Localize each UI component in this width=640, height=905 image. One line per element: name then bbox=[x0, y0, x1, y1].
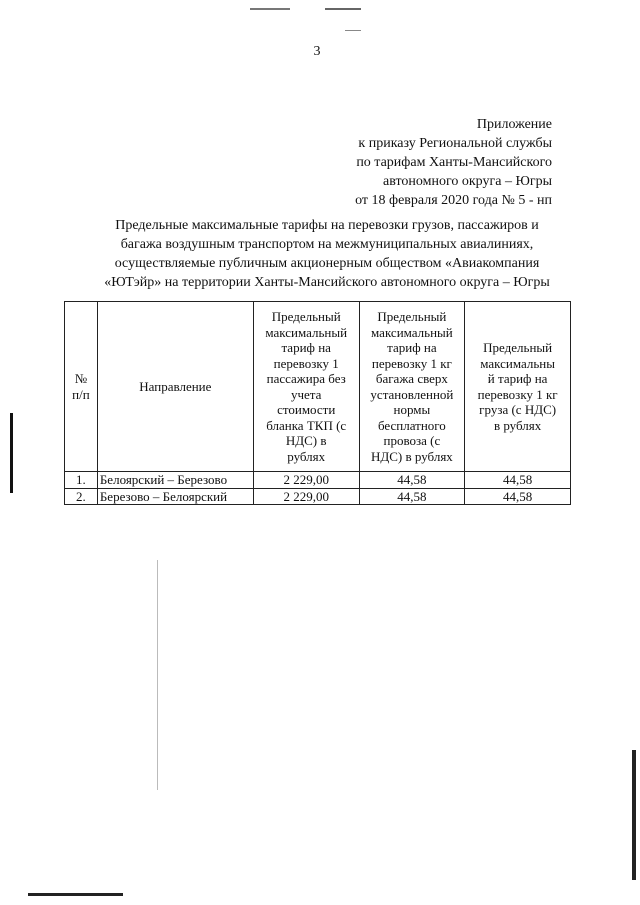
scan-smudge bbox=[325, 8, 361, 10]
appendix-line: автономного округа – Югры bbox=[383, 174, 552, 189]
scan-fold-line bbox=[157, 560, 158, 790]
row-passenger-tariff: 2 229,00 bbox=[253, 488, 359, 505]
header-baggage-tariff: Предельный максимальный тариф на перевозку 1 кг багажа сверх установленной нормы бесплатного провоза (с НДС) в рублях bbox=[359, 302, 465, 472]
row-direction: Березово – Белоярский bbox=[97, 488, 253, 505]
title-line: багажа воздушным транспортом на межмуниципальных авиалиниях, bbox=[120, 237, 534, 252]
title-line: осуществляемые публичным акционерным обществом «Авиакомпания bbox=[114, 256, 540, 271]
appendix-line: по тарифам Ханты-Мансийского bbox=[356, 155, 552, 170]
scan-edge-mark bbox=[632, 750, 636, 880]
title-line: Предельные максимальные тарифы на перевозки грузов, пассажиров и bbox=[115, 218, 539, 233]
header-cargo-tariff: Предельный максимальны й тариф на перевозку 1 кг груза (с НДС) в рублях bbox=[465, 302, 571, 472]
row-cargo-tariff: 44,58 bbox=[465, 472, 571, 489]
appendix-block bbox=[355, 115, 552, 210]
scan-smudge bbox=[345, 30, 361, 31]
scan-smudge bbox=[250, 8, 290, 10]
row-cargo-tariff: 44,58 bbox=[465, 488, 571, 505]
document-title bbox=[80, 216, 574, 292]
appendix-line: Приложение bbox=[476, 117, 552, 132]
header-direction: Направление bbox=[97, 302, 253, 472]
title-line: «ЮТэйр» на территории Ханты-Мансийского автономного округа – Югры bbox=[104, 275, 550, 290]
row-baggage-tariff: 44,58 bbox=[359, 472, 465, 489]
row-num: 2. bbox=[65, 488, 98, 505]
row-num: 1. bbox=[65, 472, 98, 489]
row-direction: Белоярский – Березово bbox=[97, 472, 253, 489]
scan-edge-mark bbox=[28, 893, 123, 896]
table-header-row bbox=[65, 302, 571, 472]
appendix-line: от 18 февраля 2020 года № 5 - нп bbox=[355, 193, 552, 208]
row-baggage-tariff: 44,58 bbox=[359, 488, 465, 505]
appendix-line: к приказу Региональной службы bbox=[358, 136, 552, 151]
header-num: № п/п bbox=[65, 302, 98, 472]
table-row bbox=[65, 472, 571, 489]
tariff-table bbox=[64, 301, 571, 505]
page-number: 3 bbox=[313, 44, 321, 59]
header-passenger-tariff: Предельный максимальный тариф на перевозку 1 пассажира без учета стоимости бланка ТКП (с НДС) в рублях bbox=[253, 302, 359, 472]
scan-edge-mark bbox=[10, 413, 13, 493]
row-passenger-tariff: 2 229,00 bbox=[253, 472, 359, 489]
table-row bbox=[65, 488, 571, 505]
